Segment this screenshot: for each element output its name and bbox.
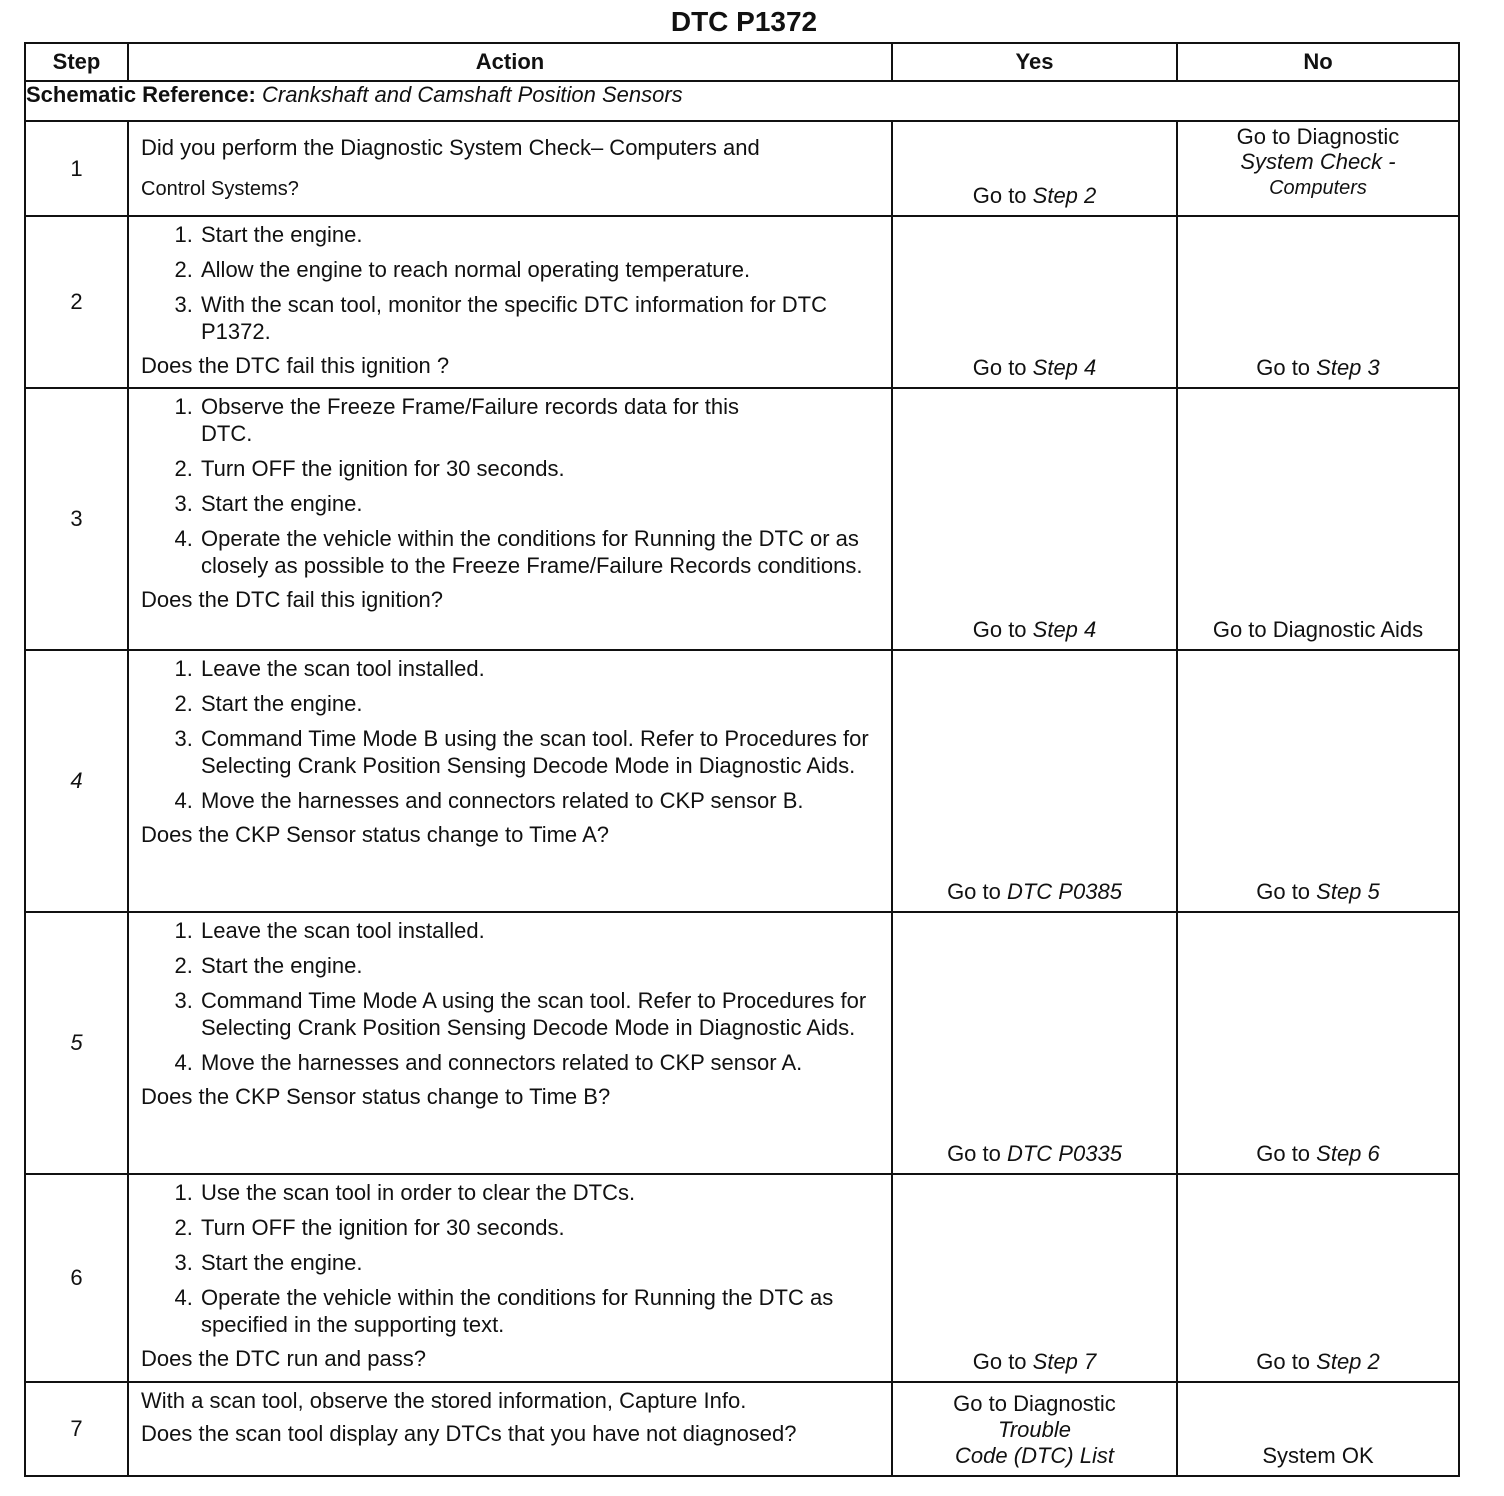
action-list bbox=[141, 1179, 881, 1338]
yes-cell bbox=[892, 1382, 1177, 1476]
action-item: 3. Start the engine. bbox=[199, 490, 881, 517]
action-item: 3. Command Time Mode B using the scan tool. Refer to Procedures for Selecting Crank Position Sensing Decode Mode in Diagnostic Aids. bbox=[199, 725, 881, 779]
action-item: 1. Use the scan tool in order to clear the DTCs. bbox=[199, 1179, 881, 1206]
action-item: 1. Observe the Freeze Frame/Failure records data for this DTC. bbox=[199, 393, 881, 447]
action-question: Does the CKP Sensor status change to Time A? bbox=[141, 822, 609, 847]
action-question: Does the scan tool display any DTCs that you have not diagnosed? bbox=[141, 1421, 797, 1446]
action-item: 3. Start the engine. bbox=[199, 1249, 881, 1276]
yes-link[interactable]: Step 7 bbox=[1032, 1349, 1097, 1374]
action-question: Does the DTC fail this ignition? bbox=[141, 587, 444, 612]
no-prefix: Go to bbox=[1256, 1141, 1317, 1166]
action-item: 4. Operate the vehicle within the conditions for Running the DTC as specified in the supporting text. bbox=[199, 1284, 881, 1338]
table-row bbox=[25, 388, 1459, 650]
yes-cell bbox=[892, 1174, 1177, 1382]
action-cell bbox=[128, 650, 892, 912]
no-cell bbox=[1177, 1174, 1459, 1382]
action-text: Did you perform the Diagnostic System Check– Computers and bbox=[141, 135, 760, 160]
step-number: 3 bbox=[25, 388, 128, 650]
yes-line[interactable]: Code (DTC) List bbox=[955, 1443, 1114, 1468]
yes-cell bbox=[892, 388, 1177, 650]
action-cell bbox=[128, 121, 892, 216]
action-cell bbox=[128, 1382, 892, 1476]
no-prefix: Go to bbox=[1256, 1349, 1317, 1374]
action-cell bbox=[128, 388, 892, 650]
no-link[interactable]: Step 2 bbox=[1316, 1349, 1380, 1374]
yes-cell bbox=[892, 216, 1177, 388]
schematic-reference-row bbox=[25, 81, 1459, 121]
action-list bbox=[141, 655, 881, 814]
yes-prefix: Go to bbox=[972, 1349, 1033, 1374]
no-line[interactable]: Computers bbox=[1269, 177, 1367, 199]
no-line[interactable]: System Check - bbox=[1240, 149, 1396, 174]
action-question: Does the DTC run and pass? bbox=[141, 1346, 426, 1371]
yes-line[interactable]: Go to Diagnostic bbox=[953, 1391, 1116, 1416]
no-link[interactable]: Step 5 bbox=[1316, 879, 1380, 904]
action-list bbox=[141, 917, 881, 1076]
no-cell bbox=[1177, 650, 1459, 912]
table-row bbox=[25, 121, 1459, 216]
yes-prefix: Go to bbox=[947, 879, 1007, 904]
yes-link[interactable]: Step 4 bbox=[1032, 617, 1097, 642]
schematic-reference bbox=[25, 81, 1459, 121]
table-row bbox=[25, 216, 1459, 388]
yes-line[interactable]: Trouble bbox=[998, 1417, 1071, 1442]
yes-prefix: Go to bbox=[972, 355, 1033, 380]
no-cell bbox=[1177, 121, 1459, 216]
action-cell bbox=[128, 216, 892, 388]
no-prefix: Go to bbox=[1256, 355, 1317, 380]
step-number: 5 bbox=[25, 912, 128, 1174]
header-row bbox=[25, 43, 1459, 81]
no-line: Go to Diagnostic bbox=[1236, 124, 1400, 149]
action-question: Does the CKP Sensor status change to Time B? bbox=[141, 1084, 611, 1109]
schematic-value: Crankshaft and Camshaft Position Sensors bbox=[262, 82, 683, 107]
no-cell bbox=[1177, 388, 1459, 650]
action-list bbox=[141, 221, 881, 345]
yes-link[interactable]: DTC P0385 bbox=[1006, 879, 1122, 904]
yes-link[interactable]: Step 4 bbox=[1032, 355, 1097, 380]
action-item: 3. Command Time Mode A using the scan tool. Refer to Procedures for Selecting Crank Position Sensing Decode Mode in Diagnostic Aids. bbox=[199, 987, 881, 1041]
header-yes: Yes bbox=[892, 43, 1177, 81]
table-row bbox=[25, 1382, 1459, 1476]
action-item: 4. Move the harnesses and connectors related to CKP sensor A. bbox=[199, 1049, 881, 1076]
action-item: 2. Start the engine. bbox=[199, 952, 881, 979]
action-item: 1. Start the engine. bbox=[199, 221, 881, 248]
no-cell bbox=[1177, 1382, 1459, 1476]
action-text: Control Systems? bbox=[141, 178, 299, 200]
action-item: 2. Start the engine. bbox=[199, 690, 881, 717]
no-link[interactable]: Step 3 bbox=[1316, 355, 1380, 380]
step-number: 1 bbox=[25, 121, 128, 216]
header-step: Step bbox=[25, 43, 128, 81]
step-number: 4 bbox=[25, 650, 128, 912]
action-list bbox=[141, 393, 881, 579]
no-prefix: Go to bbox=[1256, 879, 1317, 904]
yes-prefix: Go to bbox=[972, 183, 1033, 208]
schematic-label: Schematic Reference: bbox=[26, 82, 256, 107]
yes-prefix: Go to bbox=[972, 617, 1033, 642]
yes-prefix: Go to bbox=[947, 1141, 1007, 1166]
yes-link[interactable]: Step 2 bbox=[1032, 183, 1097, 208]
page-title: DTC P1372 bbox=[670, 6, 818, 37]
action-question: Does the DTC fail this ignition ? bbox=[141, 353, 450, 378]
yes-link[interactable]: DTC P0335 bbox=[1006, 1141, 1122, 1166]
dtc-table bbox=[24, 42, 1460, 1477]
header-action: Action bbox=[128, 43, 892, 81]
action-item: 3. With the scan tool, monitor the specific DTC information for DTC P1372. bbox=[199, 291, 881, 345]
action-cell bbox=[128, 1174, 892, 1382]
action-cell bbox=[128, 912, 892, 1174]
action-item: 1. Leave the scan tool installed. bbox=[199, 655, 881, 682]
no-cell bbox=[1177, 912, 1459, 1174]
step-number: 7 bbox=[25, 1382, 128, 1476]
yes-cell bbox=[892, 121, 1177, 216]
no-link[interactable]: Step 6 bbox=[1316, 1141, 1380, 1166]
no-text[interactable]: Go to Diagnostic Aids bbox=[1212, 617, 1424, 642]
action-item: 1. Leave the scan tool installed. bbox=[199, 917, 881, 944]
action-item: 4. Operate the vehicle within the conditions for Running the DTC or as closely as possible to the Freeze Frame/Failure Records conditions. bbox=[199, 525, 881, 579]
action-item: 4. Move the harnesses and connectors related to CKP sensor B. bbox=[199, 787, 881, 814]
table-row bbox=[25, 650, 1459, 912]
yes-cell bbox=[892, 912, 1177, 1174]
action-text: With a scan tool, observe the stored information, Capture Info. bbox=[141, 1388, 747, 1413]
action-item: 2. Turn OFF the ignition for 30 seconds. bbox=[199, 1214, 881, 1241]
yes-cell bbox=[892, 650, 1177, 912]
header-no: No bbox=[1177, 43, 1459, 81]
action-item: 2. Allow the engine to reach normal operating temperature. bbox=[199, 256, 881, 283]
step-number: 6 bbox=[25, 1174, 128, 1382]
action-item: 2. Turn OFF the ignition for 30 seconds. bbox=[199, 455, 881, 482]
table-row bbox=[25, 1174, 1459, 1382]
no-cell bbox=[1177, 216, 1459, 388]
no-text: System OK bbox=[1262, 1443, 1374, 1468]
step-number: 2 bbox=[25, 216, 128, 388]
table-row bbox=[25, 912, 1459, 1174]
